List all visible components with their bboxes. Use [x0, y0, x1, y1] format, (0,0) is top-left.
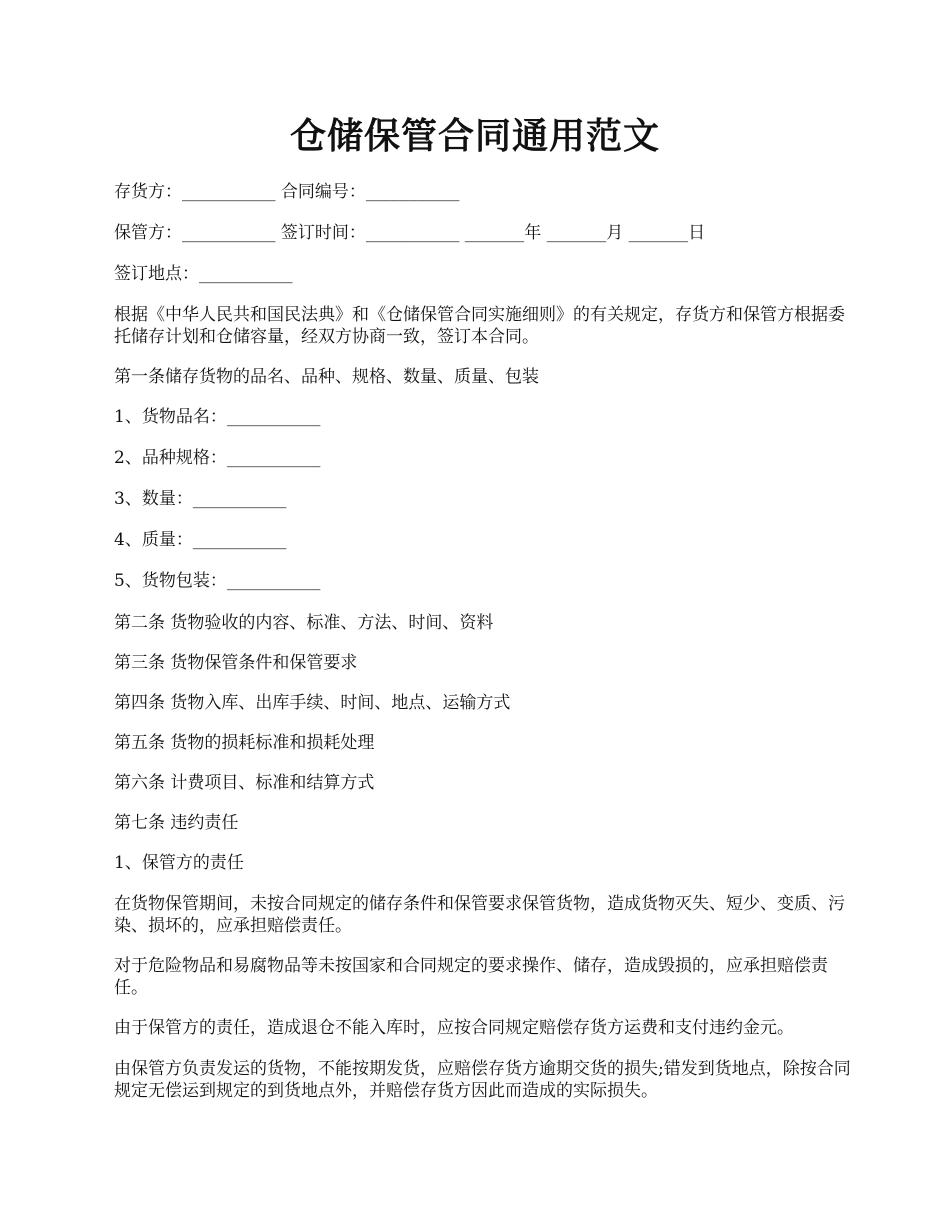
liability-heading: 1、保管方的责任	[114, 853, 244, 873]
article-1-item: 2、品种规格：___________	[114, 448, 321, 468]
article-1-item: 3、数量：___________	[114, 489, 287, 509]
article-1-item: 5、货物包装：___________	[114, 571, 321, 591]
page-title: 仓储保管合同通用范文	[289, 115, 660, 157]
article-1-heading: 第一条储存货物的品名、品种、规格、数量、质量、包装	[114, 367, 539, 387]
article-heading: 第三条 货物保管条件和保管要求	[114, 653, 358, 673]
liability-paragraph: 对于危险物品和易腐物品等未按国家和合同规定的要求操作、储存，造成毁损的，应承担赔偿责任。	[114, 956, 828, 998]
intro-paragraph: 根据《中华人民共和国民法典》和《仓储保管合同实施细则》的有关规定，存货方和保管方根据委托储存计划和仓储容量，经双方协商一致，签订本合同。	[114, 305, 845, 347]
article-heading: 第七条 违约责任	[114, 813, 239, 833]
liability-paragraph: 由保管方负责发运的货物，不能按期发货，应赔偿存货方逾期交货的损失;错发到货地点，除按合同规定无偿运到规定的到货地点外，并赔偿存货方因此而造成的实际损失。	[114, 1059, 851, 1101]
liability-paragraph: 由于保管方的责任，造成退仓不能入库时，应按合同规定赔偿存货方运费和支付违约金元。	[114, 1018, 794, 1038]
sign-location-line: 签订地点：___________	[114, 264, 293, 284]
article-heading: 第二条 货物验收的内容、标准、方法、时间、资料	[114, 613, 494, 633]
article-1-item: 1、货物品名：___________	[114, 407, 321, 427]
depositor-contract-no-line: 存货方：___________ 合同编号：___________	[114, 182, 460, 202]
article-heading: 第五条 货物的损耗标准和损耗处理	[114, 733, 375, 753]
article-heading: 第六条 计费项目、标准和结算方式	[114, 773, 375, 793]
custodian-sign-date-line: 保管方：___________ 签订时间：___________ _______年 _______月 _______日	[114, 223, 706, 243]
article-1-item: 4、质量：___________	[114, 530, 287, 550]
liability-paragraph: 在货物保管期间，未按合同规定的储存条件和保管要求保管货物，造成货物灭失、短少、变质、污染、损坏的，应承担赔偿责任。	[114, 894, 845, 936]
article-heading: 第四条 货物入库、出库手续、时间、地点、运输方式	[114, 693, 511, 713]
